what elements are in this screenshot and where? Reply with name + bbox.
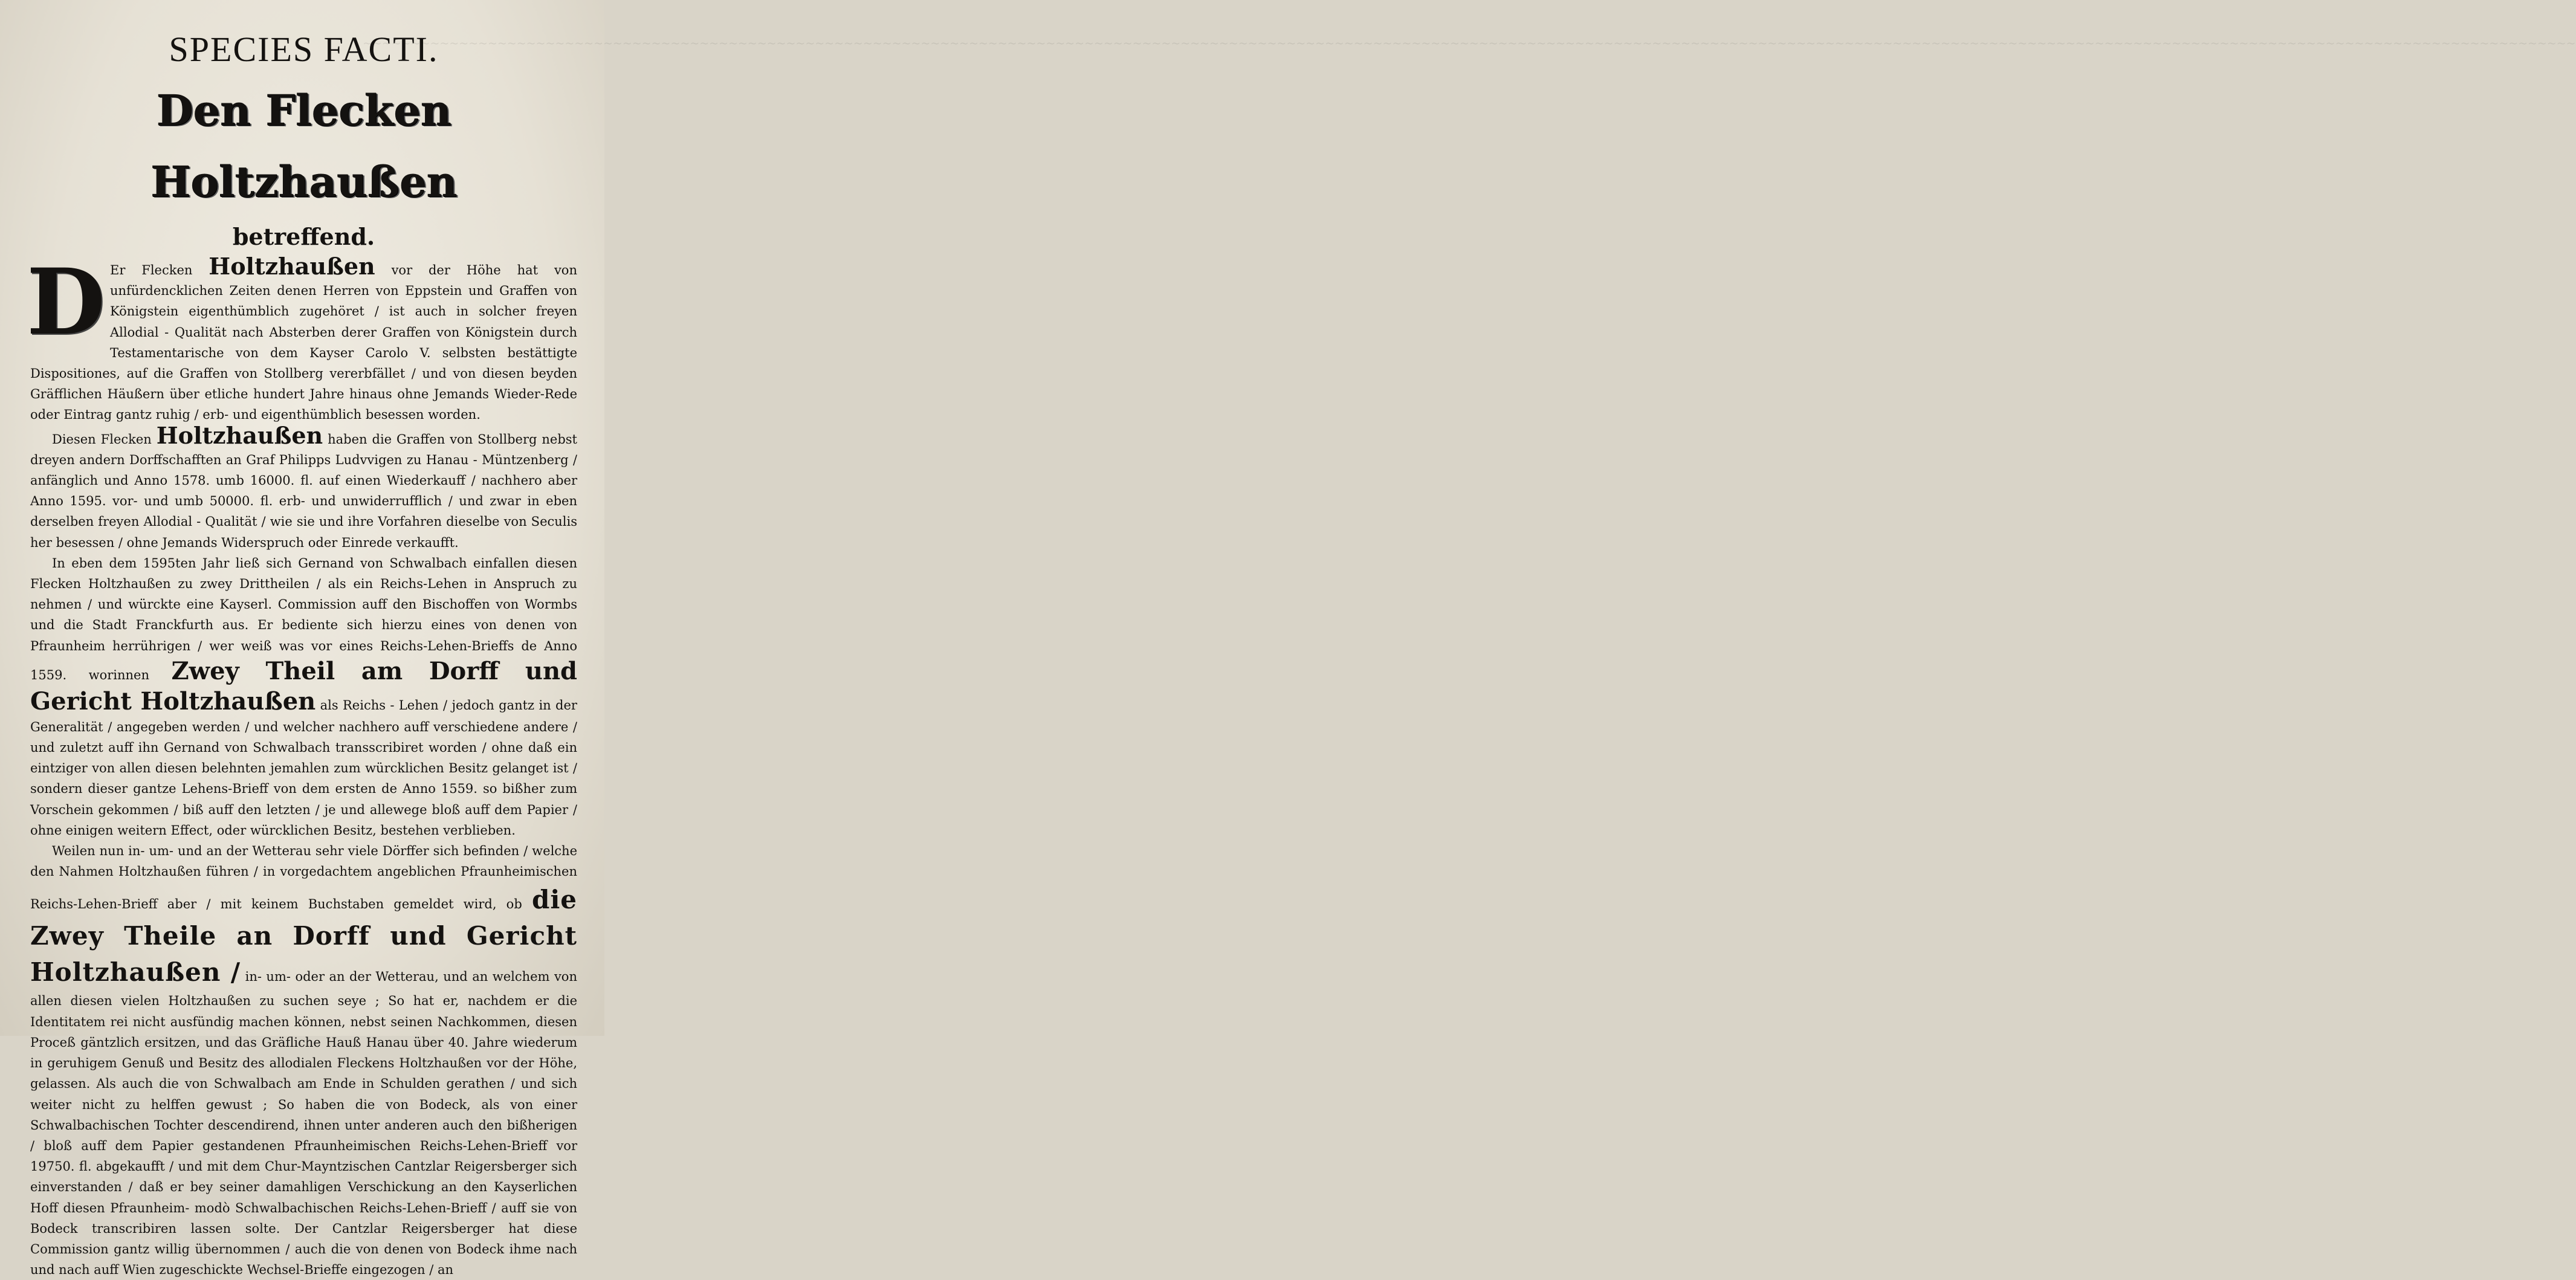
document-subtitle: betreffend. — [232, 223, 375, 250]
document-subject: Den Flecken Holtzhaußen — [150, 85, 458, 207]
emphasis-phrase: die Zwey Theile an Dorff und Gericht Holtzhaußen / — [30, 885, 577, 987]
emphasis-phrase: Zwey Theil am Dorff und Gericht Holtzhaußen — [30, 656, 577, 716]
paragraph-1: D Er Flecken Holtzhaußen vor der Höhe hat von unfürdencklichen Zeiten denen Herren von Eppstein und Graffen von Königstein eigenthümblich zugehöret / ist auch in solcher freyen Allodial - Qualität nach Absterben derer Graffen von Königstein durch Testamentarische von dem Kayser Carolo V. selbsten bestättigte Dispositiones, auf die Graffen von Stollberg vererbfället / und von diesen beyden Gräfflichen Häußern über etliche hundert Jahre hinaus ohne Jemands Wieder-Rede oder Eintrag gantz ruhig / erb- und eigenthümblich besessen worden. — [26, 249, 577, 422]
emphasis-place-name: Holtzhaußen — [156, 421, 323, 449]
paragraph-4: Weilen nun in- um- und an der Wetterau sehr viele Dörffer sich befinden / welche den Nahmen Holtzhaußen führen / in vorgedachtem angeblichen Pfraunheimischen Reichs-Lehen-Brieff aber / mit keinem Buchstaben gemeldet wird, ob die Zwey Theile an Dorff und Gericht Holtzhaußen / in- um- oder an der Wetterau, und an welchem von allen diesen vielen Holtzhaußen zu suchen seye ; So hat er, nachdem er die Identitatem rei nicht ausfündig machen können, nebst seinen Nachkommen, diesen Proceß gäntzlich ersitzen, und das Gräfliche Hauß Hanau über 40. Jahre wiederum in geruhigem Genuß und Besitz des allodialen Fleckens Holtzhaußen vor der Höhe, gelassen. Als auch die von Schwalbach am Ende in Schulden gerathen / und sich weiter nicht zu helffen gewust ; So haben die von Bodeck, als von einer Schwalbachischen Tochter descendirend, ihnen unter anderen auch den bißherigen / bloß auff dem Papier gestandenen Pfraunheimischen Reichs-Lehen-Brieff vor 19750. fl. abgekaufft / und mit dem Chur-Mayntzischen Cantzlar Reigersberger sich einverstanden / daß er bey seiner damahligen Verschickung an den Kayserlichen Hoff diesen Pfraunheim- modò Schwalbachischen Reichs-Lehen-Brieff / auff sie von Bodeck transcribiren lassen solte. Der Cantzlar Reigersberger hat diese Commission gantz willig übernommen / auch die von denen von Bodeck ihme nach und nach auff Wien zugeschickte Wechsel-Brieffe eingezogen / an — [30, 844, 577, 1278]
decorated-initial: D — [26, 249, 106, 355]
paragraph-2: Diesen Flecken Holtzhaußen haben die Graffen von Stollberg nebst dreyen andern Dorffschafften an Graf Philipps Ludvvigen zu Hanau - Müntzenberg / anfänglich und Anno 1578. umb 16000. fl. auf einen Wiederkauff / nachhero aber Anno 1595. vor- und umb 50000. fl. erb- und unwiderrufflich / und zwar in eben derselben freyen Allodial - Qualität / wie sie und ihre Vorfahren dieselbe von Seculis her besessen / ohne Jemands Widerspruch oder Einrede verkaufft. — [30, 421, 577, 550]
document-body — [26, 24, 577, 1280]
document-title: SPECIES FACTI. — [169, 30, 439, 69]
bleed-through-text: ~~~~~~~~~~~~~~~~~~~~~~~~~~~~~~~~~~~~~~~~~~~~~~~~~~~~~~~~~~~~~~~~~~~~~~~~~~~~~~~~~~~~~~~~~~~~~~~~~~~~~~~~~~~~~~~~~~~~~~~~~~~~~~~~~~~~~~~~~~~~~~~~~~~~~~~~~~~~~~~~~~~~~~~~~~~~~~~~~~~~~~~~~~~~~~~~~~~~~~~~~~~~~~~~~~~~~~~~~~~~~~~~~~~~~~ — [363, 37, 2576, 50]
paragraph-3: In eben dem 1595ten Jahr ließ sich Gernand von Schwalbach einfallen diesen Flecken Holtzhaußen zu zwey Drittheilen / als ein Reichs-Lehen in Anspruch zu nehmen / und würckte eine Kayserl. Commission auff den Bischoffen von Wormbs und die Stadt Franckfurth aus. Er bediente sich hierzu eines von denen von Pfraunheim herrührigen / wer weiß was vor eines Reichs-Lehen-Brieffs de Anno 1559. worinnen Zwey Theil am Dorff und Gericht Holtzhaußen als Reichs - Lehen / jedoch gantz in der Generalität / angegeben werden / und welcher nachhero auff verschiedene andere / und zuletzt auff ihn Gernand von Schwalbach transscribiret worden / ohne daß ein eintziger von allen diesen belehnten jemahlen zum würcklichen Besitz gelanget ist / sondern dieser gantze Lehens-Brieff von dem ersten de Anno 1559. so bißher zum Vorschein gekommen / biß auff den letzten / je und allewege bloß auff dem Papier / ohne einigen weitern Effect, oder würcklichen Besitz, bestehen verblieben. — [30, 555, 577, 838]
emphasis-place-name: Holtzhaußen — [209, 253, 375, 280]
